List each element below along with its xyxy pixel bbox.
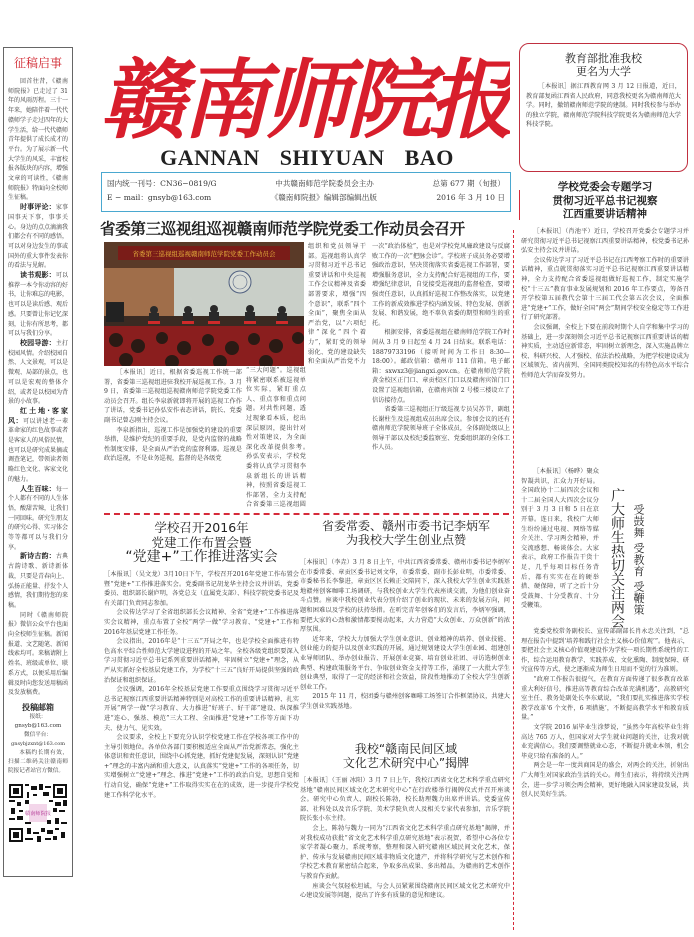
main-article-paragraph: ［本报讯］近日，根据省委巡视工作统一部署，省委第三巡视组进驻我校开展巡视工作。3 月 9 日，省委第三巡视组巡视赣南师范学院党委工作动员会召开。组长李泉新就即将开展的巡视工作作了讲话，党委书记孙弘安作表态讲话，院长、党委副书记曾志刚主持会议。 [104, 369, 242, 424]
article-paragraph: ［本报讯］（肖池平）近日，学校召开党委会专题学习并研究贯彻习近平总书记视察江西重要讲话精神，校党委书记孙弘安主持会议并讲话。 [521, 228, 689, 255]
headline-line: 学校召开2016年 [154, 520, 249, 535]
main-article-paragraph: 一次“政治体检”，也是对学校党风廉政建设与反腐败工作的一次“把脉会诊”。学校班子成员务必要增强政治意识，坚决贯彻落实省委巡视工作部署，要增强服务意识，全力支持配合好巡视组的工作，要增强纪律意识，自觉接受巡视组的监督检查，要增强责任意识，认真抓好巡视工作整改落实，以党建工作的新成效推进学校内涵发展、特色发展、创新发展、和谐发展，绝不辜负省委的期望和师生的重托。 [372, 243, 510, 327]
article-paragraph: 会议强调，2016年全校基层党建工作要重点围绕学习贯彻习近平总书记视察江西重要讲话精神特别是对高校工作的重要讲话精神、扎实开展“两学一做”学习教育、大力推进“好班子、好干部”建设、纵深推进“连心、强基、模范”三大工程、全面推进“党建+”工作等方面下功夫、使力气、见实效。 [104, 686, 299, 732]
headline-line: 我校“赣南民间区域 [354, 742, 458, 756]
main-headline: 省委第三巡视组巡视赣南师范学院党委工作动员会召开 [100, 220, 465, 238]
article-body [521, 227, 689, 452]
sidebar-section [8, 407, 68, 485]
issn: 国内统一刊号：CN36−0819/G [107, 179, 217, 188]
article-paragraph: ［本报讯］（李垚）3 月 8 日上午，中共江西省委常委、赣州市委书记李炳军在市委常委、章贡区委书记刘文华，市委常委、副市长彭业明，市委常委、市委秘书长李黎进，章贡区区长赖正文陪同下，深入我校大学生创业实践基地赣州创客咖啡工场调研，与我校创业大学生代表座谈交流，为他们创业奋斗点赞。座谈中我校创业代表分别介绍了创业的现状、未来的发展方向，问题和困难以及学校的扶持举措。在听完青年创客们的发言后，李炳军强调，要把大家的心劲和激情都要搅动起来，大力营造“大众创业、万众创新”的浓厚氛围。 [300, 559, 510, 634]
main-article-paragraph: 李泉新指出，巡视工作是加强党的建设的重要举措，是维护党纪的重要手段，是党内监督的战略性制度安排，是全面从严治党的监督利器。巡视是政治巡视，不是业务巡视，监督的是各级党 [104, 426, 242, 463]
article-paragraph: 会议要求，全校上下要充分认识学校党建工作在学校各项工作中的主导引领地位。各单位各部门要积极适应全面从严治党新常态，强化主体意识和责任意识，围绕中心抓党建，抓好党建促发展，深刻认识“党建+”理念的丰富内涵和重大意义，认真落实“党建+”工作的各项任务，切实增强树立“党建+”理念、推进“党建+”工作的政治自觉，思想自觉和行动自觉，确保“党建+”工作取得实实在在的成效，进一步提升学校党建工作科学化水平。 [104, 734, 299, 799]
article-body [300, 558, 510, 738]
call-for-papers-sidebar [3, 47, 73, 877]
main-article-column [372, 242, 510, 510]
notice-body: ［本报讯］据江西教育网 3 月 12 日报道，近日，教育部复函江西省人民政府，同意我校更名为赣南师范大学。同时，撤销赣南师范学院的建制。同时我校参与举办的独立学院，赣南师范学院科技学院更名为赣南师范大学科技学院。 [526, 83, 681, 129]
article-headline [300, 742, 512, 770]
notice-title-line: 教育部批准我校 [565, 52, 642, 65]
issue-date: 2016 年 3 月 10 日 [436, 193, 505, 202]
article-body [300, 776, 510, 906]
article-paragraph: 会议强调，全校上下要在前段时期个人自学和集中学习的基础上，进一步深刻领会习近平总书记视察江西重要讲话的精神实质，主动适应新常态，牢固树立新理念，深入实施品牌立校、科研兴校、人才强校、依法治校战略，为把学校建设成为区域领先、省内前列、全国同类院校知名的有特色高水平综合性师范大学而奋发努力。 [521, 323, 689, 379]
contact-email-wechat[interactable]: gnsybjzxnt@163.com [11, 741, 65, 747]
article-paragraph: 会议指出，2016年是“十三五”开局之年，也是学校全面推进有特色高水平综合性师范大学建设进程的开局之年。全校各级党组织要深入学习贯彻习近平总书记系列重要讲话精神，牢固树立“党建+”理念，从严从实抓好全校基层党建工作，为学校“十三五”良好开局提供坚强的政治保证和组织保证。 [104, 638, 299, 684]
article-paragraph: 2015 年 11 月，校团委与赣州创客咖啡工场签订合作框架协议，共建大学生创业实践基地。 [300, 693, 510, 710]
article-paragraph: ［本报讯］（吴文龙）3月10日下午，学校召开2016年党建工作布置会暨“党建+”工作推进落实会。党委副书记胡龙华主持会议并讲话，党委委员、组织部长谢庐明，各党总支（直属党支部）、科技学院党委书记及有关部门负责同志参加。 [104, 571, 299, 607]
sidebar-section [8, 339, 68, 407]
notice-title-line: 更名为大学 [576, 65, 631, 78]
slogan-main: 广大师生热切关注两会 [609, 488, 625, 628]
article-paragraph: 会上，陈勃与魏力一同为“江西省文化艺术科学重点研究基地”揭牌，并对我校成功获批“省文化艺术科学重点研究基地”表示祝贺，希望中心各位专家学者凝心聚力，系统考察，整理和深入研究赣南区域民间文化艺术，保护、传承与发展赣南民间区域非物质文化遗产，并将科学研究与艺术创作和学校艺术教育紧密结合起来，争取多出成果、多出精品，为赣南的艺术创作与教育作贡献。 [300, 824, 510, 880]
section-text: 古典古韵诗歌、新诗新体裁，只要是青春向上、弘扬正能量、抒发个人感情，我们期待您的来稿。 [8, 553, 69, 609]
headline-line: 江西重要讲话精神 [563, 208, 647, 220]
sidebar-section [8, 485, 68, 553]
article-paragraph: “政府工作报告很提气，在教育方面传递了很多教育改革重大利好信号，推进高等教育综合改革充满机遇”，高教研究室主任、教务处副处长李东斌说，“我们要扎实推进落实学校教学改革‘6 个文件，6 项措施’，不断提高教学水平和教育质量。” [521, 675, 689, 722]
article-body [521, 467, 599, 627]
rename-notice-box [519, 43, 688, 172]
section-keyword: 红土地·客家风： [8, 406, 68, 425]
article-headline [104, 520, 299, 565]
sidebar-section [8, 552, 68, 610]
photo-banner-text: 省委第三巡视组巡视赣南师范学院党委工作动员会 [132, 250, 276, 258]
article-paragraph: 会议传达学习了全省组织部长会议精神、全省“党建+”工作推进落实会议精神，重点布置了全校“两学一做”学习教育、“党建+”工作和2016年基层党建工作任务。 [104, 609, 299, 636]
qr-code-icon[interactable] [9, 784, 67, 842]
sidebar-section [8, 271, 68, 339]
article-body [521, 627, 689, 877]
main-article-column [246, 366, 306, 510]
headline-line: 学校党委会专题学习 [557, 181, 653, 193]
headline-line: 文化艺术研究中心”揭牌 [342, 756, 470, 770]
article-paragraph: 会议传达学习了习近平总书记在江西考察工作时的重要讲话精神，重点就贯彻落实习近平总书记视察江西重要讲话精神，全力支持配合省委巡视组做好巡视工作，制定实施学校“十三五”教育事业发展规划和 2016 年工作要点，筹备召开学校第五届教代会第十三届工代会第五次会议，全面推进“党建+”工作，做好全国“两会”期间学校安全稳定等工作进行了研究部署。 [521, 256, 689, 322]
section-keyword: 新诗古韵： [20, 552, 56, 561]
headline-line: 省委常委、赣州市委书记李炳军 [321, 519, 490, 533]
main-article-paragraph: 省委第三巡视组正厅级巡视专员吴苏节，副组长谢柱生及巡视组成员出席会议。参加会议的还有赣南师范学院领导班子全体成员，全体副处级以上领导干部以及校纪委监察室、党委组织部的全体工作人员。 [372, 406, 510, 452]
slogan-sub: 受鼓舞 受教育 受鞭策 [632, 504, 645, 616]
section-keyword: 时事评论： [20, 203, 56, 212]
contact-label-paper: 报纸： [29, 714, 47, 720]
contact-email-paper[interactable]: gnsyb@163.com [14, 723, 62, 729]
section-text: 每一个人都有不同的人生体悟，酸甜苦辣，让我们一同回味。研究生朋友的研究心得、实习体会等等都可以与我们分享。 [8, 485, 69, 551]
slogan-headline [604, 488, 688, 638]
meeting-photo [104, 242, 304, 366]
section-keyword: 读书观影： [20, 271, 56, 280]
section-text: 主打校园风情。介绍校园自然、人文景观，可以是微观、局部的景点，也可以是宏观的整体介绍，或者是以校园为背景的小故事。 [8, 339, 69, 406]
masthead-calligraphy-logo [100, 38, 510, 148]
qr-logo-text: 赣南师院报 [25, 811, 51, 817]
article-paragraph: 文学院 2016 届毕业生涂梦说，“虽然今年高校毕业生将高达 765 万人，但国家对大学生就业问题的关注，让我对就业充满信心。我们要调整就业心态，不断提升就业本领，机会毕竟只给有准备的人。” [521, 723, 689, 760]
article-paragraph: 近年来，学校大力加强大学生创业意识、创业精神的培养、创业技能、创业能力的提升以及创业实践的开展，通过规划建设大学生创业园、组建创业导师团队、举办创业报告、开展创业竞赛、培育创业社团、寻访选树创业典型、构建政策服务平台、争取创业资金支持等工作，涌现了一大批大学生创业典型，取得了一定的经济和社会效益，阶段性地推动了全校大学生创新创业工作。 [300, 635, 510, 691]
article-headline [519, 181, 691, 222]
article-paragraph: 两会是一年一度共商国是的盛会，对两会的关注，折射出广大师生对国家政治生活的关心。师生们表示，将持续关注两会，进一步学习领会两会精神，更好地融入国家建设发展，共创人民美好生活。 [521, 762, 689, 799]
article-paragraph: ［本报讯］（杨晔）聚众智凝共识，汇众力开好局。全国政协十二届四次会议和十二届全国人大四次会议分别于 3 月 3 日和 5 日在京开幕。连日来，我校广大师生纷纷通过电视、网络等媒介关注、学习两会精神，并交流感想、畅谈体会。大家表示，政府工作报告干货十足，几乎每项目标任务背后，都有实实在在的硬举措、硬保障，听了之后十分受鼓舞、十分受教育、十分受鞭策。 [521, 468, 599, 610]
article-paragraph: ［本报讯］（王丽 冰阳）3 月 7 日上午，我校江西省文化艺术科学重点研究基地“赣南民间区域文化艺术研究中心”在行政楼举行揭牌仪式并召开座谈会。研究中心负责人、副校长陈勃，校长助理魏力出席并讲话。党委宣传部、社科处以及音乐学院、美术学院负责人及相关专家代表参加，音乐学院院长张小东主持。 [300, 777, 510, 823]
column-divider [513, 230, 514, 930]
main-article-paragraph: “三大问题”。巡视组将紧密联系被巡视单位实际，紧盯重点人、重点事和重点问题。对共性问题，透过现象看本质，挖出深层原因，提出针对性对策建议，为全面深化改革提供参考。 孙弘安表示，学校党委将认真学习贯彻李泉新组长的讲话精神，按照省委巡视工作部署，全力支持配合省委第三巡视组圆 [246, 367, 306, 509]
publication-info-box [101, 172, 511, 212]
email[interactable]: E − mail：gnsyb@163.com [107, 193, 212, 202]
article-paragraph: 座谈会气氛轻松坦诚，与会人员紧紧围绕赣南民间区域文化艺术研究中心建设发展等问题，提出了许多有质量的意见和建议。 [300, 882, 510, 900]
headline-line: 贯彻习近平总书记视察 [552, 194, 658, 207]
section-keyword: 校园导游： [20, 338, 56, 347]
section-text: 可以讲述老一辈革命家的红色故事或者是客家人的风俗民情，也可以是研究成果摘或调查笔记，带领读者领略红色文化、客家文化的魅力。 [8, 417, 69, 483]
main-article-paragraph: 组织和党员领导干部。巡视组将认真学习贯彻习近平总书记重要讲话和中央巡视工作会议精神及省委部署要求，增强“四个意识”，联系“四个全面”，聚焦全面从严治党，以“六项纪律”深化“四个着力”，紧盯党的领导弱化、党的建设缺失和全面从严治党不力 [308, 243, 366, 366]
headline-line: 为我校大学生创业点赞 [345, 533, 466, 547]
sidebar-intro: 回首往昔，《赣南师院报》已走过了 31 年的风雨历程。三十一年来，她陪伴着一代代赣师学子走过四年的大学生活，给一代代赣师青年提供了成长成才的平台。为了展示新一代大学生的风采，丰富校报各版块的内容，增强文章的可读性，《赣南师院报》特面向全校师生征稿。 [8, 78, 69, 202]
sidebar-title: 征稿启事 [13, 56, 62, 70]
section-text: 可以推荐一本令你动容的好书，让你难忘的电影，也可以是读后感、观后感。只要曾让你记忆深刻，让你有所思考，都可以与我们分享。 [8, 272, 69, 338]
main-article-column [104, 368, 242, 512]
section-keyword: 人生百味： [20, 484, 56, 493]
article-paragraph: 党委党校常务副校长、宣传部副部长肖永忠关注到，“总理在报告中提到‘培养和践行社会主义核心价值观’”。他表示，要把社会主义核心价值观建设作为学校一项长期性系统性的工作，综合运用教育教学、实践养成、文化熏陶、制度保障、研究宣传等方式，使之逐渐成为师生日用而不觉的行为准则。 [521, 628, 689, 674]
sidebar-closing: 本稿约长期有效，扫描二维码关注赣南师院报记者站官方微信。 [8, 750, 68, 774]
editorial-dept: 《赣南师院报》编辑部编辑出版 [270, 193, 377, 202]
main-article-column [308, 242, 366, 366]
masthead-title-en: GANNAN SHIYUAN BAO [160, 145, 454, 170]
article-body [104, 570, 299, 900]
sidebar-section [8, 203, 68, 271]
publisher: 中共赣南师范学院委员会主办 [275, 179, 374, 188]
contact-label-wechat: 微信平台： [24, 732, 52, 738]
issue-number: 总第 677 期（旬报） [432, 179, 505, 188]
sidebar-wechat-note: 同时《赣南师院报》微信公众平台也面向全校师生征稿。新闻报道、文艺随笔、新闻线索均可。来稿请附上姓名、班级或单位、联系方式，以便采用后编辑及时向您发送用稿函及发放稿费。 [8, 611, 69, 697]
contact-title: 投稿邮箱 [22, 703, 54, 712]
main-article-paragraph: 根据安排，省委巡视组在赣南师范学院工作时间从 3 月 9 日起至 4 月 24 日结束。联系电话：18879733196（接听时间为工作日 8:30—18:00）。邮政信箱：赣州市 111 信箱。电子邮箱：sxwxz3@jiangxi.gov.cn。在赣南师范学院黄金校区正门口、章贡校区门口以及赣南宾馆门口设置了巡视组信箱，在赣南宾馆 2 号楼三楼设立了信访接待点。 [372, 329, 510, 404]
article-headline [300, 519, 512, 547]
headline-line: “党建+”工作推进落实会 [125, 549, 278, 565]
section-divider [104, 513, 509, 515]
section-text: 家事国事天下事，事事关心。身边的点点滴滴我们都会有不同的感悟，可以对身边发生的事或国外的重大事件发表你的看法与见解。 [8, 204, 69, 270]
masthead-title-cn: 赣南师院报 [100, 50, 510, 148]
headline-line: 党建工作布置会暨 [151, 535, 252, 550]
